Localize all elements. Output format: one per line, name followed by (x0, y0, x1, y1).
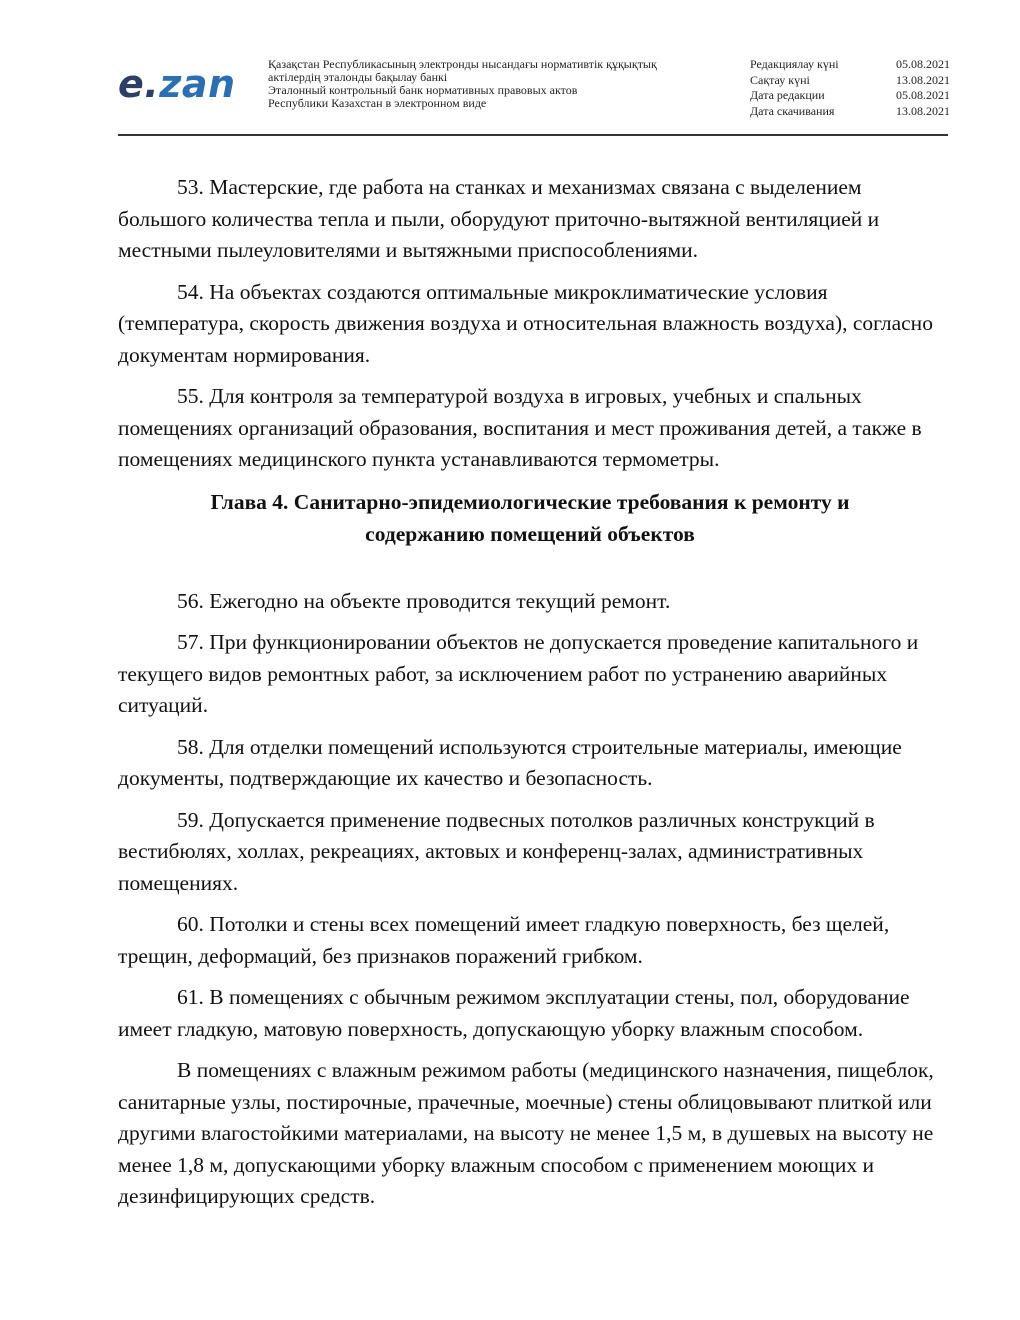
bank-description-line: Республики Казахстан в электронном виде (268, 96, 487, 110)
document-header (118, 52, 948, 136)
paragraph-59: 59. Допускается применение подвесных потолков различных конструкций в вестибюлях, холлах, рекреациях, актовых и конференц-залах, административных помещениях. (118, 807, 875, 895)
date-row-edit-kz (750, 57, 950, 73)
document-body (118, 172, 942, 1223)
date-value: 05.08.2021 (896, 57, 950, 71)
bank-description-line: Қазақстан Республикасының электронды нысандағы нормативтік құқықтық (268, 57, 657, 71)
paragraph-53: 53. Мастерские, где работа на станках и механизмах связана с выделением большого количества тепла и пыли, оборудуют приточно-вытяжной вентиляцией и местными пылеуловителями и вытяжными приспособлениями. (118, 175, 880, 262)
date-row-edit-ru (750, 88, 950, 104)
logo-letter-e: e (118, 62, 145, 106)
date-value: 13.08.2021 (896, 103, 950, 118)
date-value: 13.08.2021 (896, 72, 950, 87)
chapter-heading (118, 486, 942, 550)
paragraph-56: 56. Ежегодно на объекте проводится текущий ремонт. (177, 588, 671, 613)
paragraph-61: 61. В помещениях с обычным режимом эксплуатации стены, пол, оборудование имеет гладкую, матовую поверхность, допускающую уборку влажным способом. (118, 985, 910, 1041)
date-row-save-kz (750, 73, 950, 89)
date-label: Дата скачивания (750, 103, 835, 118)
paragraph-54: 54. На объектах создаются оптимальные микроклиматические условия (температура, скорость движения воздуха и относительная влажность воздуха), согласно документам нормирования. (118, 279, 933, 367)
logo-word-zan: zan (159, 62, 236, 106)
bank-description (268, 58, 718, 110)
date-value: 05.08.2021 (896, 88, 950, 102)
date-label: Дата редакции (750, 88, 825, 102)
logo-dot: . (144, 62, 160, 106)
ezan-logo[interactable] (118, 64, 236, 104)
paragraph-58: 58. Для отделки помещений используются строительные материалы, имеющие документы, подтверждающие их качество и безопасность. (118, 734, 902, 790)
paragraph-55: 55. Для контроля за температурой воздуха в игровых, учебных и спальных помещениях организаций образования, воспитания и мест проживания детей, а также в помещениях медицинского пункта устанавливаются термометры. (118, 384, 922, 471)
paragraph-61-continued: В помещениях с влажным режимом работы (медицинского назначения, пищеблок, санитарные узлы, постирочные, прачечные, моечные) стены облицовывают плиткой или другими влагостойкими материалами, на высоту не менее 1,5 м, в душевых на высоту не менее 1,8 м, допускающими уборку влажным способом с применением моющих и дезинфицирующих средств. (118, 1058, 934, 1208)
bank-description-line: Эталонный контрольный банк нормативных правовых актов (268, 83, 578, 97)
date-row-download-ru (750, 104, 950, 120)
date-label: Сақтау күні (750, 72, 810, 87)
paragraph-60: 60. Потолки и стены всех помещений имеет гладкую поверхность, без щелей, трещин, деформаций, без признаков поражений грибком. (118, 912, 890, 968)
paragraph-57: 57. При функционировании объектов не допускается проведение капитального и текущего видов ремонтных работ, за исключением работ по устранению аварийных ситуаций. (118, 630, 919, 717)
chapter-heading-line: Глава 4. Санитарно-эпидемиологические требования к ремонту и (210, 489, 850, 514)
chapter-heading-line: содержанию помещений объектов (365, 521, 695, 546)
date-label: Редакциялау күні (750, 57, 839, 71)
document-dates (750, 57, 950, 119)
bank-description-line: актілердің эталонды бақылау банкі (268, 70, 448, 84)
